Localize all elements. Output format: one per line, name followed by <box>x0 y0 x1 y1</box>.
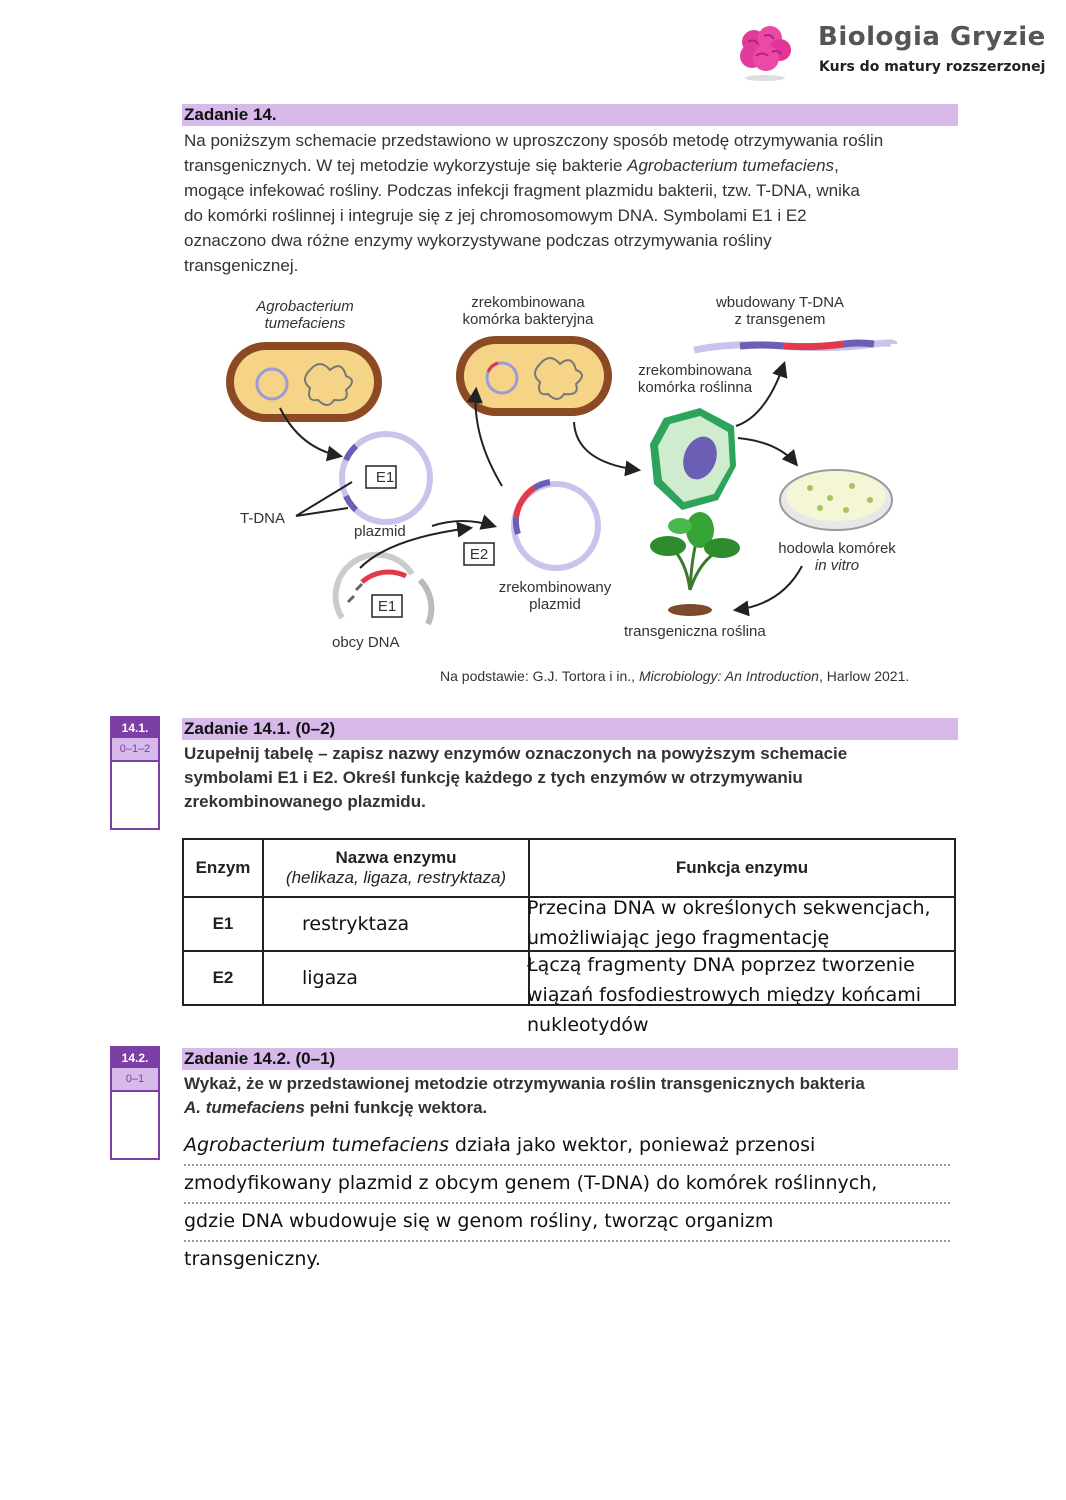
transgenic-plant <box>650 512 740 616</box>
brain-icon <box>734 20 796 82</box>
brand-logo <box>734 20 796 82</box>
task-14-2-answer: Agrobacterium tumefaciens działa jako wektor, ponieważ przenosi zmodyfikowany plazmid z obcym genem (T-DNA) do komórek roślinnych, gdzie DNA wbudowuje się w genom rośliny, tworząc organizm transgeniczny. <box>184 1128 950 1278</box>
brand-title: Biologia Gryzie <box>818 22 1046 52</box>
task-intro: Na poniższym schemacie przedstawiono w uproszczony sposób metodę otrzymywania roślin transgenicznych. W tej metodzie wykorzystuje się bakterie Agrobacterium tumefaciens, mogące infekować rośliny. Podczas infekcji fragment plazmidu bakterii, tzw. T-DNA, wnika do komórki roślinnej i integruje się z jej chromosomowym DNA. Symbolami E1 i E2 oznaczono dwa różne enzymy wykorzystywane podczas otrzymywania rośliny transgenicznej. <box>184 131 884 275</box>
label-plasmid: plazmid <box>354 523 406 540</box>
e1-function-answer: Przecina DNA w określonych sekwencjach, umożliwiając jego fragmentację <box>527 897 931 949</box>
task-14-2-score-box <box>110 1046 160 1160</box>
label-recombinant-plasmid: zrekombinowany plazmid <box>498 579 612 613</box>
petri-dish <box>780 470 892 530</box>
row-e2-name: ligaza <box>263 951 529 1005</box>
label-e1: E1 <box>375 469 395 486</box>
label-e2: E2 <box>469 546 489 563</box>
task-14-1-header: Zadanie 14.1. (0–2) <box>182 718 958 740</box>
col-enzyme: Enzym <box>183 839 263 897</box>
label-agrobacterium: Agrobacterium tumefaciens <box>256 298 354 332</box>
task-header: Zadanie 14. <box>182 104 958 126</box>
row-e2-enzyme: E2 <box>183 951 263 1005</box>
label-tdna: T-DNA <box>240 510 285 527</box>
col-function: Funkcja enzymu <box>529 839 955 897</box>
e2-function-answer: Łączą fragmenty DNA poprzez tworzenie wiązań fosfodiestrowych między końcami nukleotydów <box>527 954 922 1036</box>
label-transgenic-plant: transgeniczna roślina <box>624 623 766 640</box>
row-e1-name: restryktaza <box>263 897 529 951</box>
diagram-source: Na podstawie: G.J. Tortora i in., Microbiology: An Introduction, Harlow 2021. <box>440 668 910 684</box>
label-cell-culture: hodowla komórek in vitro <box>778 540 896 574</box>
task-14-2-question: Wykaż, że w przedstawionej metodzie otrzymywania roślin transgenicznych bakteria A. tumefaciens pełni funkcję wektora. <box>184 1074 865 1117</box>
task-14-2-points: 0–1 <box>112 1068 158 1092</box>
recombinant-bacterium-cell <box>456 336 612 416</box>
col-name: Nazwa enzymu (helikaza, ligaza, restryktaza) <box>263 839 529 897</box>
task-14-1-score-box <box>110 716 160 830</box>
task-14-2-header: Zadanie 14.2. (0–1) <box>182 1048 958 1070</box>
task-14-1-question: Uzupełnij tabelę – zapisz nazwy enzymów oznaczonych na powyższym schemacie symbolami E1 i E2. Określ funkcję każdego z tych enzymów w otrzymywaniu zrekombinowanego plazmidu. <box>184 744 848 811</box>
transgenic-diagram <box>180 290 970 690</box>
plant-cell <box>650 408 736 510</box>
integrated-tdna-strand <box>694 343 894 350</box>
label-integrated-tdna: wbudowany T-DNA z transgenem <box>715 294 845 328</box>
agrobacterium-cell <box>226 342 382 422</box>
row-e1-enzyme: E1 <box>183 897 263 951</box>
label-plant-cell: zrekombinowana komórka roślinna <box>637 362 753 396</box>
task-14-1-points: 0–1–2 <box>112 738 158 762</box>
task-14-1-number: 14.1. <box>112 718 158 738</box>
brand-subtitle: Kurs do matury rozszerzonej <box>819 59 1046 75</box>
label-foreign-dna: obcy DNA <box>332 634 400 651</box>
label-e1-foreign: E1 <box>377 598 397 615</box>
task-14-2-number: 14.2. <box>112 1048 158 1068</box>
label-recombinant-bacterium: zrekombinowana komórka bakteryjna <box>462 294 594 328</box>
